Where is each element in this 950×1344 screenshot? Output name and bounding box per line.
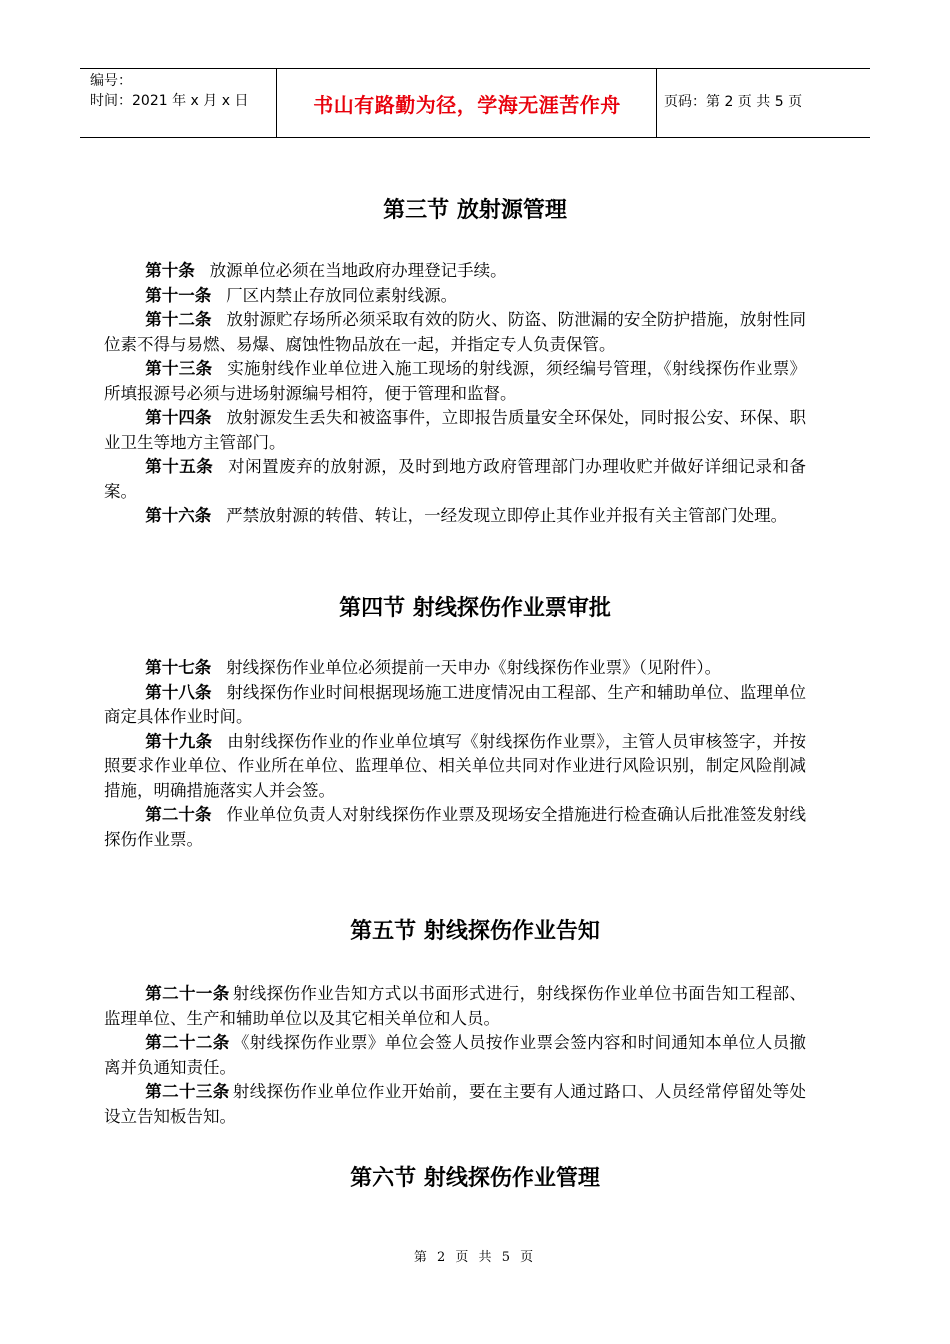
article-number: 第二十二条 [145, 1033, 230, 1052]
article [104, 803, 806, 852]
article-number: 第十五条 [145, 457, 214, 476]
article-number: 第十六条 [145, 506, 212, 525]
section-title: 第三节 放射源管理 [383, 198, 567, 223]
article-number: 第十一条 [145, 285, 212, 305]
article [104, 284, 806, 309]
article-text: 由射线探伤作业的作业单位填写《射线探伤作业票》，主管人员审核签字，并按照要求作业单位、作业所在单位、监理单位、相关单位共同对作业进行风险识别，制定风险削减措施，明确措施落实人并会签。 [104, 731, 807, 800]
article-text: 放射源贮存场所必须采取有效的防火、防盗、防泄漏的安全防护措施，放射性同位素不得与易燃、易爆、腐蚀性物品放在一起，并指定专人负责保管。 [104, 310, 807, 354]
article-text: 射线探伤作业单位必须提前一天申办《射线探伤作业票》（见附件）。 [226, 658, 722, 677]
header-meta [80, 69, 276, 137]
article-text: 放源单位必须在当地政府办理登记手续。 [209, 261, 507, 280]
section-title: 第四节 射线探伤作业票审批 [339, 596, 611, 621]
article [104, 308, 806, 357]
article-text: 放射源发生丢失和被盗事件，立即报告质量安全环保处，同时报公安、环保、职业卫生等地方主管部门。 [104, 408, 807, 452]
article-text: 严禁放射源的转借、转让，一经发现立即停止其作业并报有关主管部门处理。 [226, 506, 788, 525]
article-number: 第十条 [145, 261, 195, 280]
article-number: 第十八条 [145, 682, 212, 702]
article-number: 第十四条 [145, 408, 212, 427]
article [104, 1080, 806, 1129]
number-label: 编号： [90, 73, 132, 89]
page-header [80, 68, 870, 138]
page-footer: 第 2 页 共 5 页 [413, 1250, 537, 1265]
article [104, 1031, 806, 1080]
article-number: 第十九条 [145, 731, 213, 751]
article [104, 730, 806, 804]
article-text: 《射线探伤作业票》单位会签人员按作业票会签内容和时间通知本单位人员撤离并负通知责任。 [104, 1033, 807, 1077]
section-title: 第六节 射线探伤作业管理 [350, 1166, 600, 1191]
section-body [104, 656, 806, 852]
article-number: 第二十条 [145, 805, 212, 824]
article [104, 357, 806, 406]
article-number: 第二十一条 [145, 984, 230, 1003]
article-text: 射线探伤作业告知方式以书面形式进行，射线探伤作业单位书面告知工程部、监理单位、生产和辅助单位以及其它相关单位和人员。 [104, 984, 807, 1028]
article [104, 681, 806, 730]
article-number: 第十二条 [145, 310, 212, 329]
article-text: 射线探伤作业单位作业开始前，要在主要有人通过路口、人员经常停留处等处设立告知板告知。 [104, 1082, 807, 1126]
article [104, 982, 806, 1031]
header-page-info: 页码：第 2 页 共 5 页 [664, 94, 803, 110]
header-motto: 书山有路勤为径，学海无涯苦作舟 [313, 92, 621, 117]
time-label: 时间：2021 年 x 月 x 日 [90, 93, 249, 109]
section-body [104, 259, 806, 529]
article [104, 259, 806, 284]
article-text: 作业单位负责人对射线探伤作业票及现场安全措施进行检查确认后批准签发射线探伤作业票。 [104, 805, 807, 849]
article-text: 对闲置废弃的放射源，及时到地方政府管理部门办理收贮并做好详细记录和备案。 [104, 457, 807, 501]
article [104, 455, 806, 504]
section-title: 第五节 射线探伤作业告知 [350, 919, 600, 944]
article [104, 656, 806, 681]
article-number: 第十七条 [145, 658, 212, 677]
section-body [104, 982, 806, 1129]
article [104, 406, 806, 455]
article-text: 射线探伤作业时间根据现场施工进度情况由工程部、生产和辅助单位、监理单位商定具体作业时间。 [104, 682, 807, 726]
article [104, 504, 806, 529]
article-number: 第二十三条 [145, 1082, 230, 1101]
article-text: 实施射线作业单位进入施工现场的射线源，须经编号管理，《射线探伤作业票》所填报源号必须与进场射源编号相符，便于管理和监督。 [104, 359, 807, 403]
article-number: 第十三条 [145, 359, 213, 378]
header-divider [656, 69, 657, 137]
article-text: 厂区内禁止存放同位素射线源。 [226, 285, 458, 305]
